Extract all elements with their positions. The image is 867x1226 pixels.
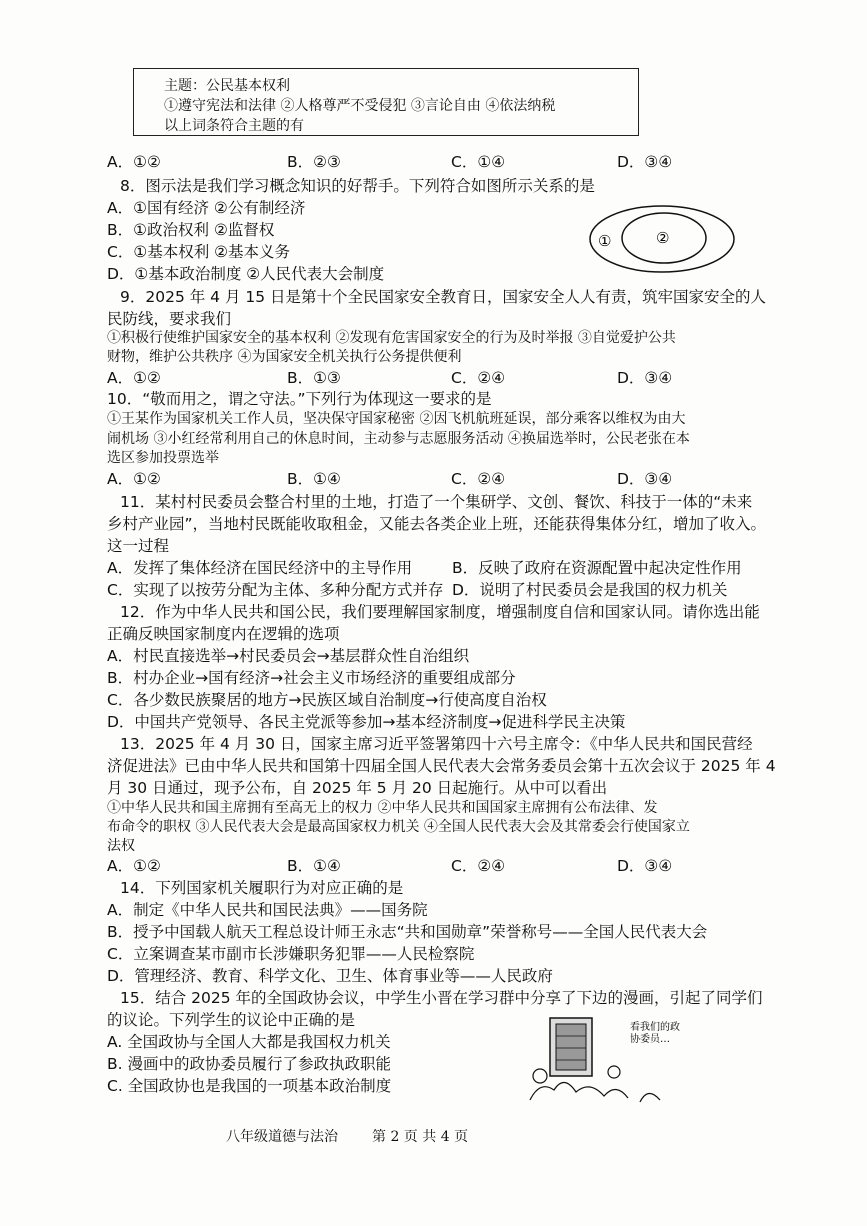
q8-option-d[interactable]: D．①基本政治制度 ②人民代表大会制度 [107, 265, 385, 283]
q14-stem: 14．下列国家机关履职行为对应正确的是 [120, 879, 404, 897]
q9-option-c[interactable]: C．②④ [451, 369, 506, 387]
q11-stem-1: 11．某村村民委员会整合村里的土地，打造了一个集研学、文创、餐饮、科技于一体的“未来 [120, 493, 753, 511]
q12-stem-1: 12．作为中华人民共和国公民，我们要理解国家制度，增强制度自信和国家认同。请你选出能 [120, 603, 760, 621]
q15-stem-1: 15．结合 2025 年的全国政协会议，中学生小晋在学习群中分享了下边的漫画，引起了同学们 [120, 989, 763, 1007]
q15-option-a[interactable]: A. 全国政协与全国人大都是我国权力机关 [107, 1033, 391, 1051]
q11-option-a[interactable]: A．发挥了集体经济在国民经济中的主导作用 [107, 559, 413, 577]
theme-terms: ①遵守宪法和法律 ②人格尊严不受侵犯 ③言论自由 ④依法纳税 [164, 98, 556, 114]
q10-option-a[interactable]: A．①② [107, 470, 161, 488]
q13-option-c[interactable]: C．②④ [451, 857, 506, 875]
q7-option-a[interactable]: A．①② [107, 153, 161, 171]
cartoon-caption-1: 看我们的政 [630, 1022, 680, 1033]
q9-statements-1: ①积极行使维护国家安全的基本权利 ②发现有危害国家安全的行为及时举报 ③自觉爱护公共 [107, 330, 676, 346]
q10-option-c[interactable]: C．②④ [451, 470, 506, 488]
q13-stem-2: 济促进法》已由中华人民共和国第十四届全国人民代表大会常务委员会第十五次会议于 2025 年 4 [107, 757, 776, 775]
venn-label-outer: ① [598, 232, 612, 250]
q8-option-a[interactable]: A．①国有经济 ②公有制经济 [107, 199, 306, 217]
q12-option-b[interactable]: B．村办企业→国有经济→社会主义市场经济的重要组成部分 [107, 669, 516, 687]
q7-option-c[interactable]: C．①④ [451, 153, 506, 171]
q11-stem-2: 乡村产业园”，当地村民既能收取租金，又能去各类企业上班，还能获得集体分红，增加了收入。 [107, 515, 767, 533]
q11-option-c[interactable]: C．实现了以按劳分配为主体、多种分配方式并存 [107, 581, 444, 599]
cartoon-caption-2: 协委员… [630, 1034, 670, 1045]
q13-option-a[interactable]: A．①② [107, 857, 161, 875]
cartoon-image [520, 1010, 680, 1110]
q12-stem-2: 正确反映国家制度内在逻辑的选项 [107, 625, 340, 643]
q11-option-b[interactable]: B．反映了政府在资源配置中起决定性作用 [452, 559, 742, 577]
q15-option-c[interactable]: C. 全国政协也是我国的一项基本政治制度 [107, 1077, 392, 1095]
q7-option-b[interactable]: B．②③ [287, 153, 341, 171]
q14-option-c[interactable]: C．立案调查某市副市长涉嫌职务犯罪——人民检察院 [107, 945, 475, 963]
q14-option-d[interactable]: D．管理经济、教育、科学文化、卫生、体育事业等——人民政府 [107, 967, 553, 985]
q15-stem-2: 的议论。下列学生的议论中正确的是 [107, 1011, 356, 1029]
q13-stem-1: 13．2025 年 4 月 30 日，国家主席习近平签署第四十六号主席令：《中华人民共和国民营经 [120, 735, 753, 753]
q11-stem-3: 这一过程 [107, 537, 170, 555]
q9-option-a[interactable]: A．①② [107, 369, 161, 387]
venn-label-inner: ② [656, 229, 670, 247]
q7-option-d[interactable]: D．③④ [617, 153, 673, 171]
q9-option-d[interactable]: D．③④ [617, 369, 673, 387]
q10-stem: 10．“敬而用之，谓之守法。”下列行为体现这一要求的是 [107, 390, 492, 408]
footer-subject: 八年级道德与法治 [226, 1129, 338, 1145]
q9-statements-2: 财物，维护公共秩序 ④为国家安全机关执行公务提供便利 [107, 349, 462, 365]
q10-statements-3: 选区参加投票选举 [107, 450, 219, 466]
theme-title: 主题：公民基本权利 [164, 78, 290, 94]
theme-box [133, 68, 639, 136]
q13-statements-1: ①中华人民共和国主席拥有至高无上的权力 ②中华人民共和国国家主席拥有公布法律、发 [107, 800, 658, 816]
theme-question: 以上词条符合主题的有 [164, 118, 304, 134]
venn-diagram [588, 204, 736, 274]
q8-stem: 8．图示法是我们学习概念知识的好帮手。下列符合如图所示关系的是 [120, 177, 595, 195]
q10-statements-1: ①王某作为国家机关工作人员，坚决保守国家秘密 ②因飞机航班延误，部分乘客以维权为由大 [107, 411, 686, 427]
q12-option-c[interactable]: C．各少数民族聚居的地方→民族区域自治制度→行使高度自治权 [107, 691, 547, 709]
q10-option-b[interactable]: B．①④ [287, 470, 341, 488]
q13-statements-3: 法权 [107, 838, 135, 854]
q9-option-b[interactable]: B．①③ [287, 369, 341, 387]
q9-stem-2: 民防线，要求我们 [107, 310, 232, 328]
q13-option-d[interactable]: D．③④ [617, 857, 673, 875]
q8-option-c[interactable]: C．①基本权利 ②基本义务 [107, 243, 291, 261]
q13-statements-2: 布命令的职权 ③人民代表大会是最高国家权力机关 ④全国人民代表大会及其常委会行使国家立 [107, 819, 690, 835]
q11-option-d[interactable]: D．说明了村民委员会是我国的权力机关 [452, 581, 728, 599]
q9-stem-1: 9．2025 年 4 月 15 日是第十个全民国家安全教育日，国家安全人人有责，筑牢国家安全的人 [120, 288, 767, 306]
q13-option-b[interactable]: B．①④ [287, 857, 341, 875]
q8-option-b[interactable]: B．①政治权利 ②监督权 [107, 221, 275, 239]
q12-option-a[interactable]: A．村民直接选举→村民委员会→基层群众性自治组织 [107, 647, 470, 665]
q15-option-b[interactable]: B. 漫画中的政协委员履行了参政执政职能 [107, 1055, 391, 1073]
q14-option-a[interactable]: A．制定《中华人民共和国民法典》——国务院 [107, 901, 428, 919]
q12-option-d[interactable]: D．中国共产党领导、各民主党派等参加→基本经济制度→促进科学民主决策 [107, 713, 626, 731]
footer-page-number: 第 2 页 共 4 页 [372, 1129, 469, 1145]
q10-option-d[interactable]: D．③④ [617, 470, 673, 488]
q14-option-b[interactable]: B．授予中国载人航天工程总设计师王永志“共和国勋章”荣誉称号——全国人民代表大会 [107, 923, 708, 941]
q13-stem-3: 月 30 日通过，现予公布，自 2025 年 5 月 20 日起施行。从中可以看出 [107, 779, 608, 797]
q10-statements-2: 闹机场 ③小红经常利用自己的休息时间，主动参与志愿服务活动 ④换届选举时，公民老张在本 [107, 431, 690, 447]
